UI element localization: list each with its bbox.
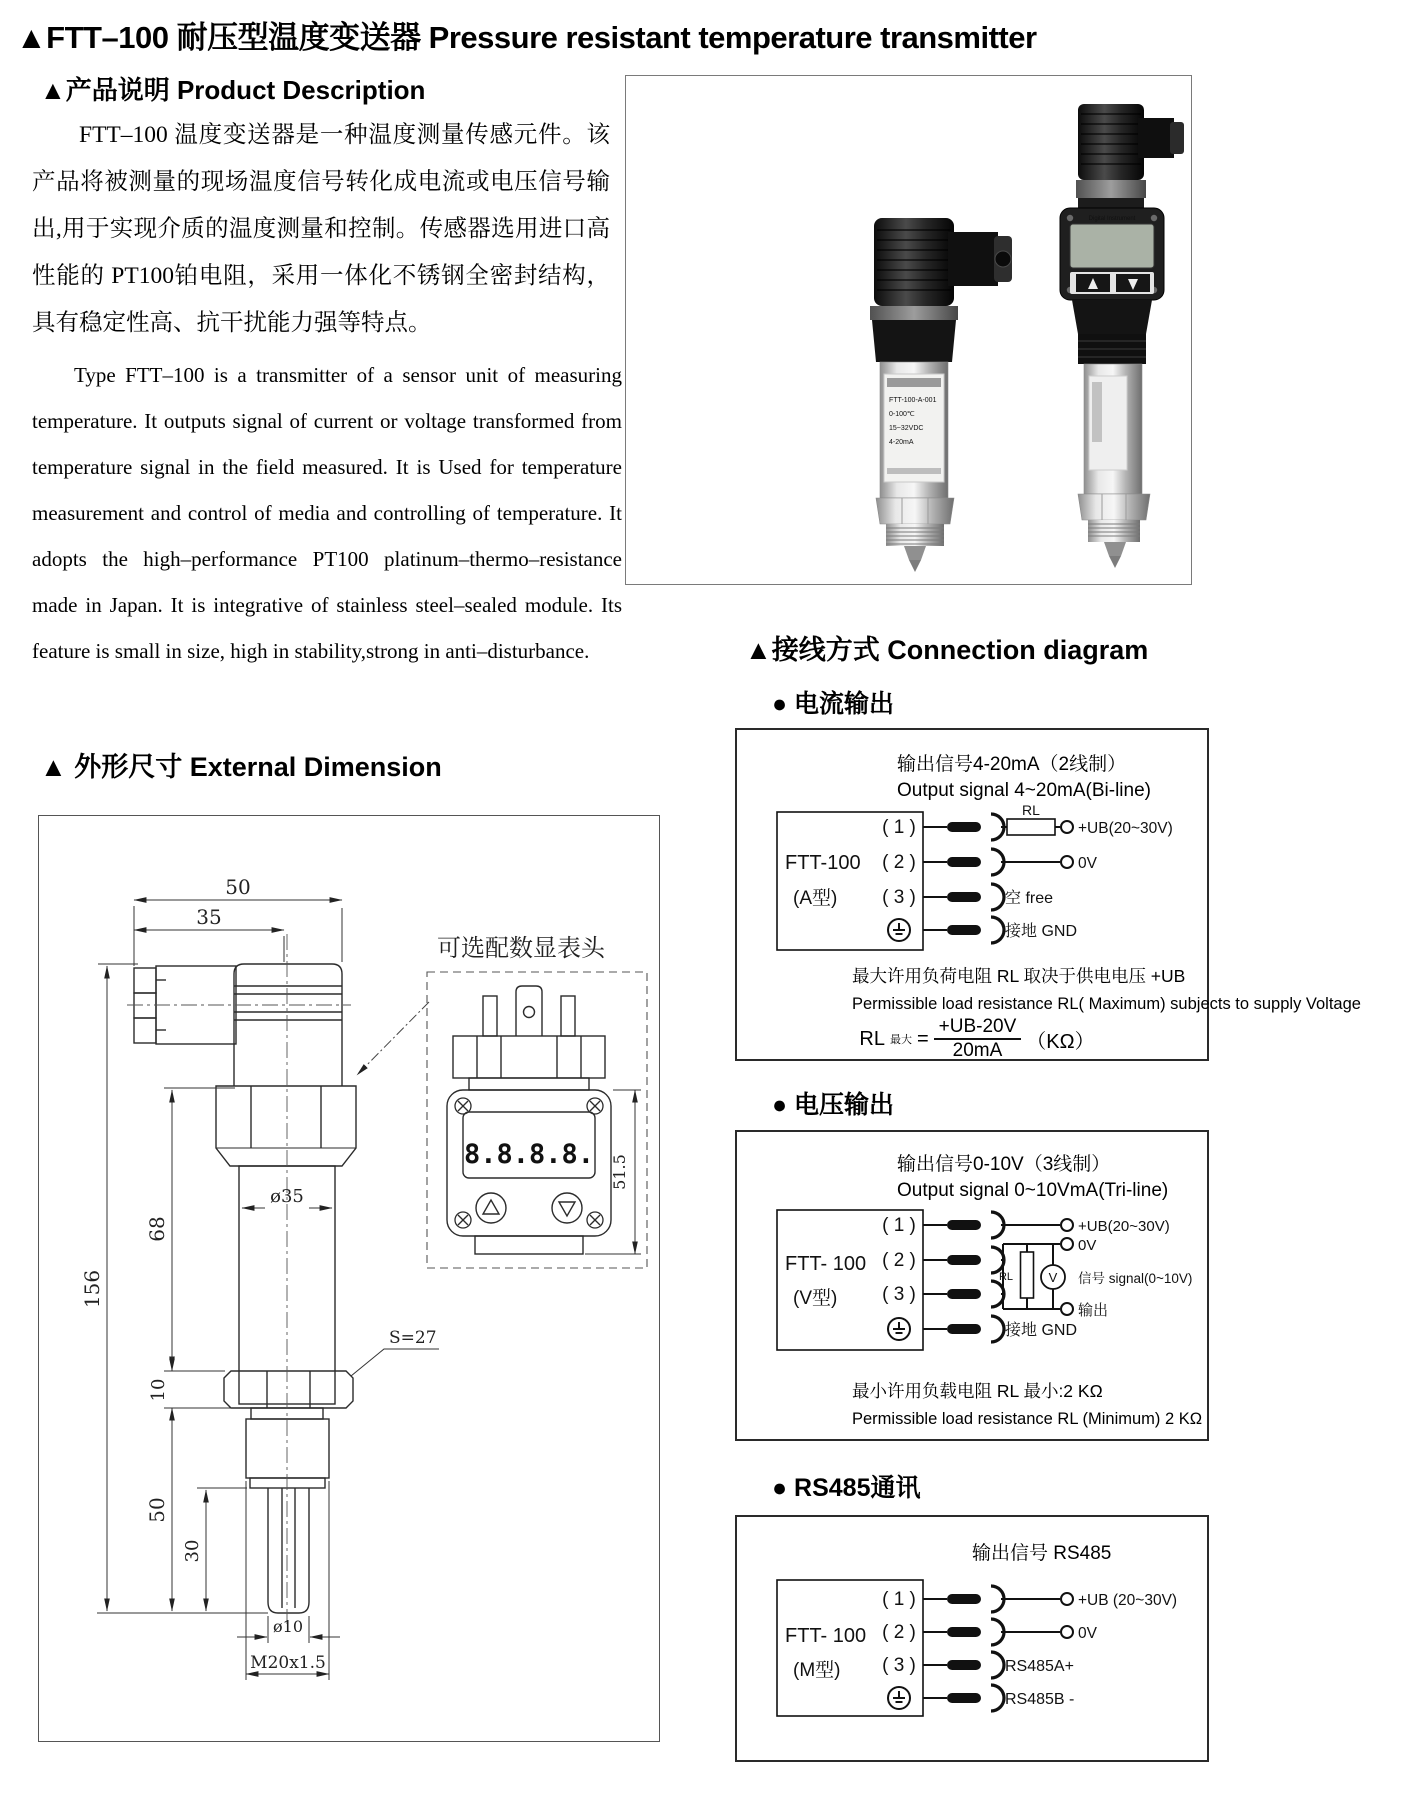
wire-label-ub: +UB(20~30V) <box>1078 1218 1170 1235</box>
wire-label-0v: 0V <box>1078 1237 1097 1254</box>
rl-max-formula <box>857 1016 1097 1062</box>
terminal-2: ( 2 ) <box>882 852 916 873</box>
terminal-1: ( 1 ) <box>882 817 916 838</box>
device-name: FTT- 100 <box>785 1625 867 1647</box>
rs485-wiring-diagram <box>737 1572 1207 1732</box>
device-variant: (A型) <box>793 888 838 909</box>
device-name: FTT- 100 <box>785 1253 867 1275</box>
wire-label-free: 空 free <box>1005 890 1054 907</box>
rl-resistor <box>1021 1252 1034 1298</box>
wire-label-ub: +UB (20~30V) <box>1078 1592 1178 1609</box>
device-name: FTT-100 <box>785 852 861 874</box>
terminal-2: ( 2 ) <box>882 1622 916 1643</box>
wire-label-0v: 0V <box>1078 1625 1097 1642</box>
wire-label-signal: 信号 signal(0~10V) <box>1078 1271 1193 1286</box>
transmitter-photo-basic <box>870 218 1012 572</box>
dim-50-bottom: 50 <box>145 1497 169 1523</box>
external-dimension-heading: ▲ 外形尺寸 External Dimension <box>40 752 442 782</box>
current-note-en: Permissible load resistance RL( Maximum) subjects to supply Voltage <box>852 995 1361 1013</box>
voltage-signal-en: Output signal 0~10VmA(Tri-line) <box>897 1180 1169 1201</box>
voltage-note-cn: 最小许用负载电阻 RL 最小:2 KΩ <box>852 1381 1103 1401</box>
current-output-title: ● 电流输出 <box>772 690 895 718</box>
formula-denominator: 20mA <box>952 1040 1003 1061</box>
ground-icon <box>888 919 910 941</box>
wire-label-gnd: 接地 GND <box>1005 1322 1078 1339</box>
dim-dia35: ø35 <box>270 1186 304 1207</box>
rs485-box <box>735 1515 1209 1762</box>
dim-35: 35 <box>196 905 222 929</box>
transmitter-photo-display <box>1060 104 1184 568</box>
dimension-drawing <box>39 816 659 1741</box>
product-photo-box <box>625 75 1192 585</box>
current-signal-en: Output signal 4~20mA(Bi-line) <box>897 780 1151 801</box>
dim-156: 156 <box>80 1269 104 1309</box>
detail-label: 可选配数显表头 <box>437 934 605 962</box>
formula-lhs: RL <box>859 1027 885 1050</box>
rs485-title: ● RS485通讯 <box>772 1474 921 1502</box>
current-signal-cn: 输出信号4-20mA（2线制） <box>897 754 1127 775</box>
product-photos <box>626 76 1191 584</box>
rl-label: RL <box>1022 802 1040 818</box>
terminal-1: ( 1 ) <box>882 1589 916 1610</box>
wire-label-rs485b: RS485B - <box>1005 1691 1075 1708</box>
dim-30: 30 <box>182 1539 203 1563</box>
product-label <box>884 374 944 482</box>
label-line-4: 4-20mA <box>889 439 914 446</box>
seven-segment-digits: 8.8.8.8. <box>463 1139 595 1170</box>
dim-10: 10 <box>148 1378 169 1402</box>
dim-51-5: 51.5 <box>610 1154 629 1190</box>
voltage-output-title: ● 电压输出 <box>772 1091 895 1119</box>
terminal-3: ( 3 ) <box>882 1284 916 1305</box>
current-note-cn: 最大许用负荷电阻 RL 取决于供电电压 +UB <box>852 966 1186 986</box>
terminal-3: ( 3 ) <box>882 887 916 908</box>
device-variant: (M型) <box>793 1660 841 1681</box>
dim-68: 68 <box>145 1216 169 1242</box>
voltmeter-label: V <box>1048 1270 1058 1285</box>
dim-thread: M20x1.5 <box>250 1653 326 1673</box>
wire-label-0v: 0V <box>1078 855 1097 872</box>
label-line-2: 0-100℃ <box>889 411 915 418</box>
rs485-signal-cn: 输出信号 RS485 <box>972 1543 1112 1564</box>
label-line-3: 15~32VDC <box>889 425 924 432</box>
dimension-drawing-box <box>38 815 660 1742</box>
terminal-1: ( 1 ) <box>882 1215 916 1236</box>
dim-s27: S=27 <box>389 1328 437 1348</box>
dim-50-top: 50 <box>225 875 251 899</box>
voltage-note-en: Permissible load resistance RL (Minimum) 2 KΩ <box>852 1410 1203 1428</box>
ground-icon <box>888 1687 910 1709</box>
wire-label-ub: +UB(20~30V) <box>1078 820 1173 837</box>
display-head-detail <box>357 934 647 1268</box>
wire-label-rs485a: RS485A+ <box>1005 1658 1074 1675</box>
wire-label-output: 输出 <box>1078 1302 1109 1319</box>
voltage-output-box <box>735 1130 1209 1441</box>
label-line-1: FTT-100-A-001 <box>889 397 937 404</box>
terminal-2: ( 2 ) <box>882 1250 916 1271</box>
current-output-box <box>735 728 1361 1061</box>
product-paragraph-cn: FTT–100 温度变送器是一种温度测量传感元件。该产品将被测量的现场温度信号转化成电流或电压信号输出,用于实现介质的温度测量和控制。传感器选用进口高性能的 PT100铂电阻，采用一体化不锈钢全密封结构，具有稳定性高、抗干扰能力强等特点。 <box>32 122 610 336</box>
formula-unit: （KΩ） <box>1026 1030 1095 1053</box>
voltage-signal-cn: 输出信号0-10V（3线制） <box>897 1154 1111 1175</box>
display-brand-text: Digital Instrument <box>1088 216 1136 222</box>
current-wiring-diagram <box>737 802 1207 960</box>
product-paragraph-en: Type FTT–100 is a transmitter of a sensor unit of measuring temperature. It outputs signal of current or voltage transformed from temperature signal in the field measured. It is Used for temperature measurement and control of media and controlling of temperature. It adopts the high–performance PT100 platinum–thermo–resistance made in Japan. It is integrative of stainless steel–sealed module. Its feature is small in size, high in stability,strong in anti–disturbance. <box>32 363 622 663</box>
formula-eq: = <box>916 1027 929 1050</box>
rl-label: RL <box>998 1271 1013 1283</box>
formula-numerator: +UB-20V <box>934 1016 1022 1040</box>
ground-icon <box>888 1318 910 1340</box>
voltage-wiring-diagram <box>737 1204 1207 1364</box>
wire-label-gnd: 接地 GND <box>1005 923 1078 940</box>
rl-resistor <box>1007 819 1055 835</box>
page-title: ▲FTT–100 耐压型温度变送器 Pressure resistant temperature transmitter <box>16 20 1037 55</box>
product-description-heading: ▲产品说明 Product Description <box>40 75 426 105</box>
digital-display-module <box>1060 208 1164 300</box>
device-variant: (V型) <box>793 1288 838 1309</box>
dim-dia10: ø10 <box>273 1617 303 1636</box>
connection-heading: ▲接线方式 Connection diagram <box>745 635 1149 665</box>
terminal-3: ( 3 ) <box>882 1655 916 1676</box>
formula-sub: 最大 <box>889 1034 912 1046</box>
